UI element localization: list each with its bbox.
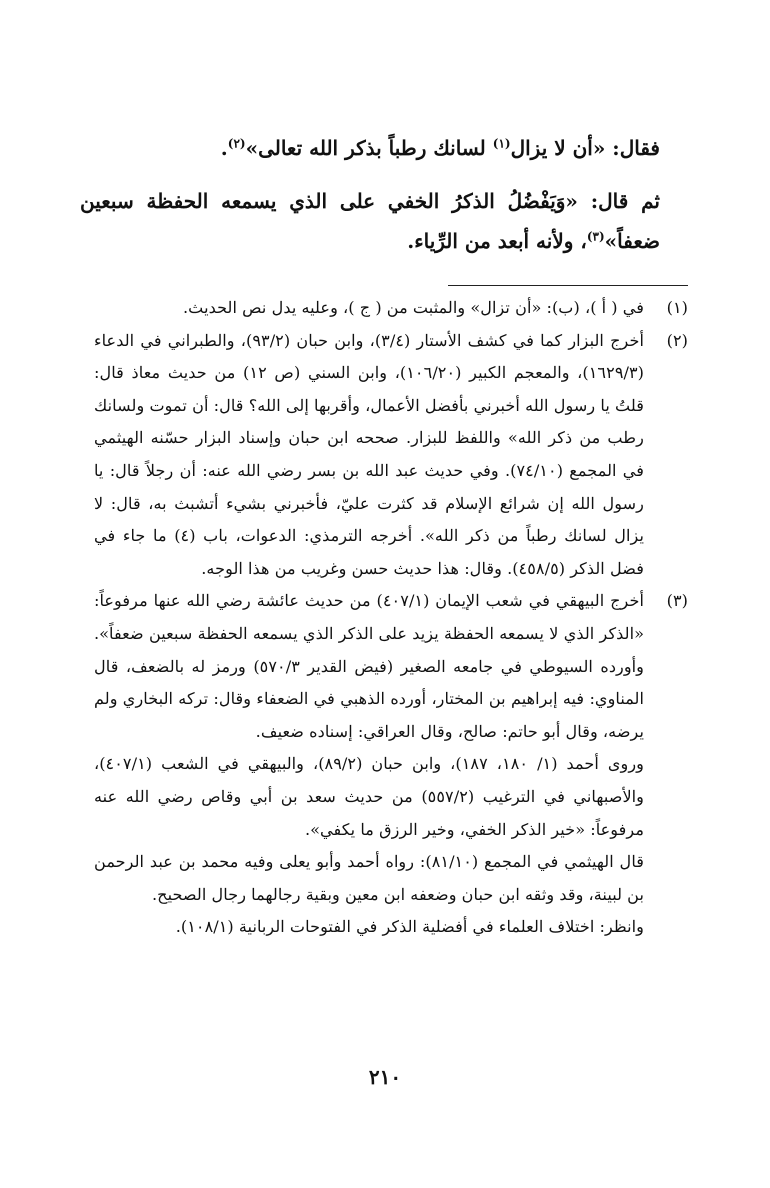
footnote-paragraph: في ( أ )، (ب): «أن تزال» والمثبت من ( ج )، وعليه يدل نص الحديث. — [183, 298, 644, 317]
footnote-ref-3[interactable]: (٣) — [586, 229, 605, 244]
footnote-paragraph: قال الهيثمي في المجمع (٨١/١٠): رواه أحمد وأبو يعلى وفيه محمد بن عبد الرحمن بن لبينة، وقد وثقه ابن حبان وضعفه ابن معين وبقية رجالهما رجال الصحيح. — [94, 852, 644, 904]
footnote-number: (١) — [666, 298, 688, 317]
footnote-text — [94, 325, 644, 586]
footnote-text — [94, 292, 644, 325]
main-paragraph-2-part-a: ثم قال: «وَيَفْضُلُ الذكرُ الخفي على الذي يسمعه الحفظة سبعين ضعفاً» — [80, 189, 660, 253]
main-line-1-part-a: فقال: «أن لا يزال — [510, 136, 660, 160]
main-paragraph-2-part-b: ، ولأنه أبعد من الرِّياء. — [407, 229, 587, 253]
main-line-1-end: . — [220, 136, 228, 160]
main-text — [80, 128, 660, 261]
footnote-number: (٣) — [666, 591, 688, 611]
footnote-paragraph: وروى أحمد (١/ ١٨٠، ١٨٧)، وابن حبان (٨٩/٢)، والبيهقي في الشعب (٤٠٧/١)، والأصبهاني في الترغيب (٥٥٧/٢) من حديث سعد بن أبي وقاص رضي الله عنه مرفوعاً: «خير الذكر الخفي، وخير الرزق ما يكفي». — [94, 754, 644, 839]
footnote-number: (٢) — [666, 330, 688, 350]
footnote-3 — [94, 585, 688, 944]
footnote-separator — [448, 285, 688, 286]
main-line-1 — [80, 128, 660, 168]
main-line-1-part-b: لسانك رطباً بذكر الله تعالى» — [245, 136, 493, 160]
footnote-2 — [94, 325, 688, 586]
main-paragraph-2 — [80, 181, 660, 261]
footnote-ref-1[interactable]: (١) — [492, 136, 511, 151]
footnote-paragraph: أخرج البيهقي في شعب الإيمان (٤٠٧/١) من حديث عائشة رضي الله عنها مرفوعاً: «الذكر الذي لا يسمعه الحفظة يزيد على الذكر الذي يسمعه الحفظة سبعين ضعفاً». وأورده السيوطي في جامعه الصغير (فيض القدير ٥٧٠/٣) ورمز له بالضعف، قال المناوي: فيه إبراهيم بن المختار، أورده الذهبي في الضعفاء وقال: تركه البخاري ولم يرضه، وقال أبو حاتم: صالح، وقال العراقي: إسناده ضعيف. — [94, 591, 644, 741]
footnote-ref-2[interactable]: (٢) — [227, 136, 246, 151]
footnote-1 — [94, 292, 688, 325]
footnote-paragraph: وانظر: اختلاف العلماء في أفضلية الذكر في الفتوحات الربانية (١٠٨/١). — [175, 917, 644, 937]
page-number: ٢١٠ — [368, 1065, 402, 1089]
footnote-text — [94, 585, 644, 944]
footnotes — [94, 292, 688, 944]
footnote-paragraph: أخرج البزار كما في كشف الأستار (٣/٤)، وابن حبان (٩٣/٢)، والطبراني في الدعاء (١٦٢٩/٣)، والمعجم الكبير (١٠٦/٢٠)، وابن السني (ص ١٢) من حديث معاذ قال: قلتُ يا رسول الله أخبرني بأفضل الأعمال، وأقربها إلى الله؟ قال: أن تموت ولسانك رطب من ذكر الله» واللفظ للبزار. صححه ابن حبان وإسناد البزار حسّنه الهيثمي في المجمع (٧٤/١٠). وفي حديث عبد الله بن بسر رضي الله عنه: أن رجلاً قال: يا رسول الله إن شرائع الإسلام قد كثرت عليّ، فأخبرني بشيء أتشبث به، قال: لا يزال لسانك رطباً من ذكر الله». أخرجه الترمذي: الدعوات، باب (٤) ما جاء في فضل الذكر (٤٥٨/٥). وقال: هذا حديث حسن وغريب من هذا الوجه. — [94, 330, 644, 578]
